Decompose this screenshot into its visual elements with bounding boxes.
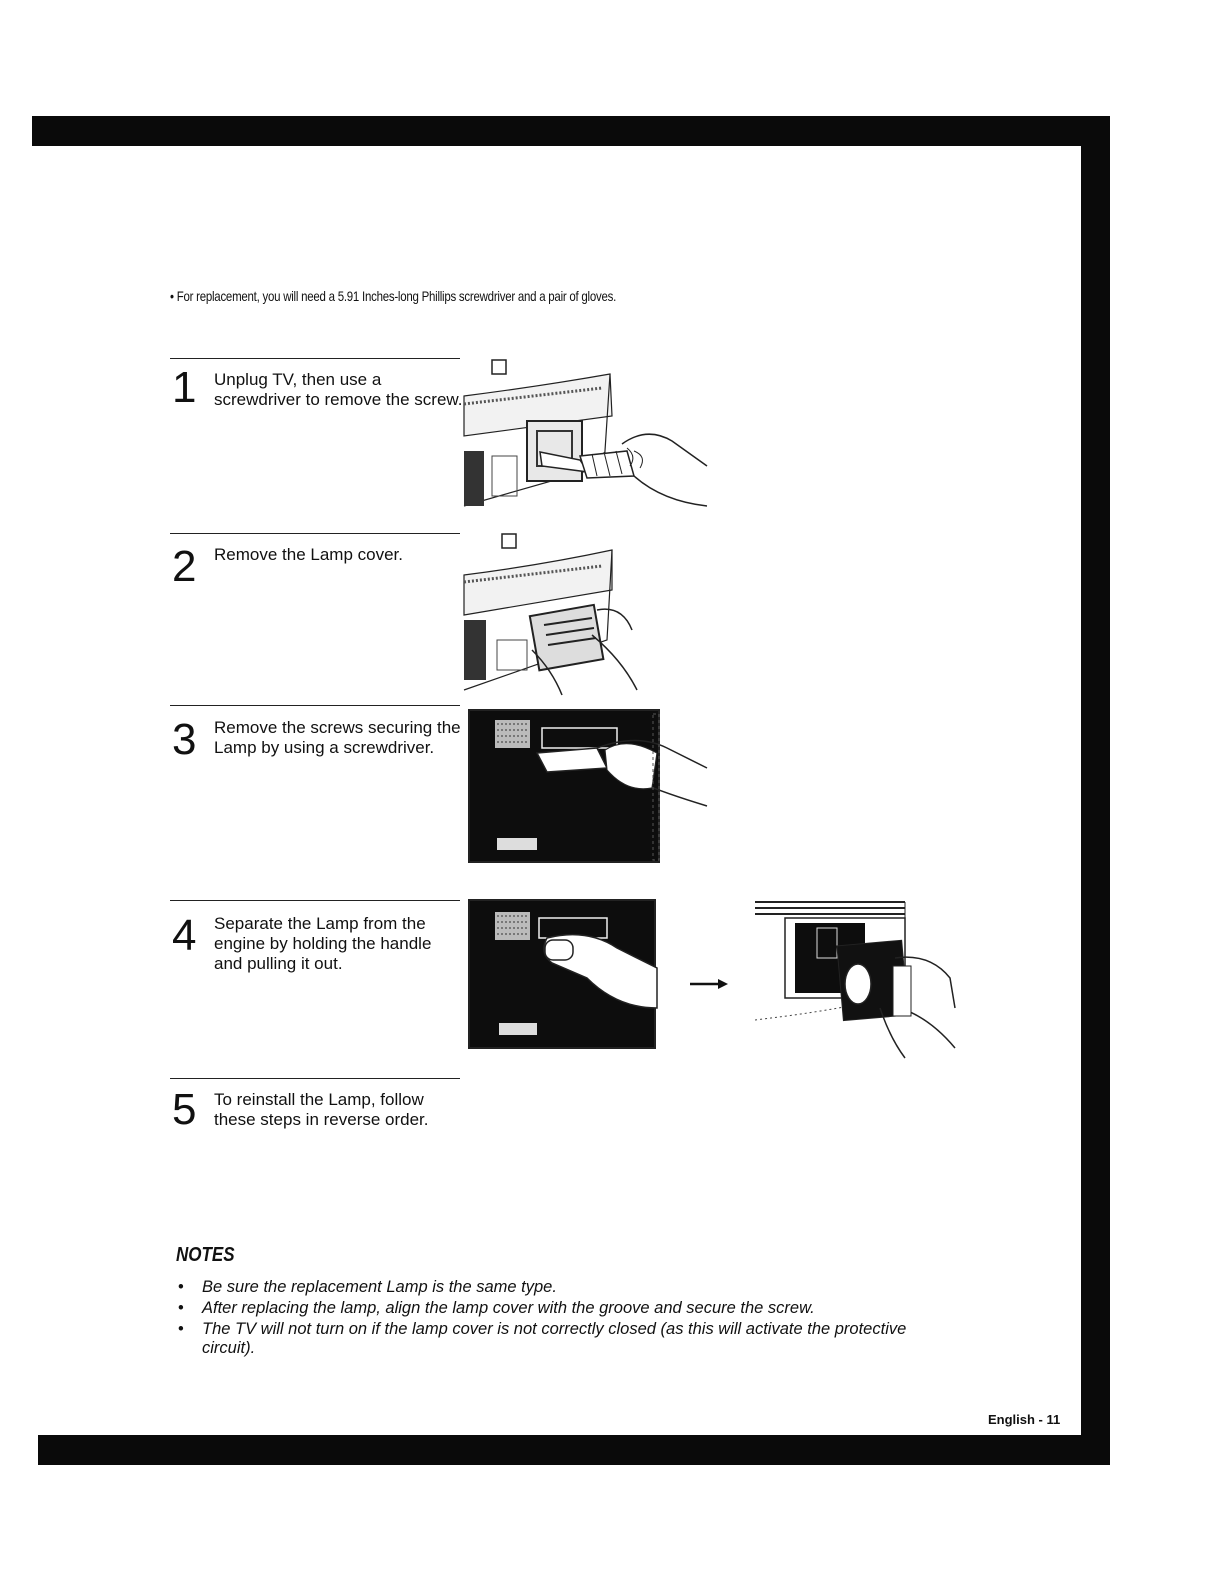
step-3-number: 3 [172, 715, 197, 764]
top-border-bar [32, 116, 1110, 146]
page-number: English - 11 [988, 1412, 1061, 1427]
bottom-border-bar [38, 1435, 1110, 1465]
right-border-bar [1081, 116, 1110, 1436]
intro-requirement: • For replacement, you will need a 5.91 Inches-long Phillips screwdriver and a pair of gloves. [170, 288, 617, 304]
step-4-illustration-pull [467, 898, 659, 1050]
step-1-number: 1 [172, 363, 197, 412]
step-1-rule [170, 358, 460, 359]
step-5-rule [170, 1078, 460, 1079]
step-5-number: 5 [172, 1085, 197, 1134]
step-4-text: Separate the Lamp from the engine by holding the handle and pulling it out. [214, 914, 432, 973]
note-item: • After replacing the lamp, align the lamp cover with the groove and secure the screw. [176, 1299, 936, 1318]
step-2-illustration [462, 530, 712, 700]
step-4-rule [170, 900, 460, 901]
note-item: • The TV will not turn on if the lamp cover is not correctly closed (as this will activate the protective circuit). [176, 1320, 936, 1358]
step-1-illustration [462, 356, 712, 521]
note-item: • Be sure the replacement Lamp is the same type. [176, 1278, 936, 1297]
step-5-text: To reinstall the Lamp, follow these steps in reverse order. [214, 1090, 429, 1129]
step-2-rule [170, 533, 460, 534]
step-1-text: Unplug TV, then use a screwdriver to remove the screw. [214, 370, 463, 409]
step-3-text: Remove the screws securing the Lamp by using a screwdriver. [214, 718, 461, 757]
step-4-number: 4 [172, 911, 197, 960]
step-3-rule [170, 705, 460, 706]
step-2-number: 2 [172, 542, 197, 591]
step-4-illustration-removed-lamp [755, 898, 960, 1060]
notes-list [176, 1278, 936, 1360]
notes-title: NOTES [176, 1244, 235, 1266]
arrow-right-icon [690, 978, 730, 990]
step-3-illustration [467, 708, 712, 866]
step-2-text: Remove the Lamp cover. [214, 545, 403, 564]
